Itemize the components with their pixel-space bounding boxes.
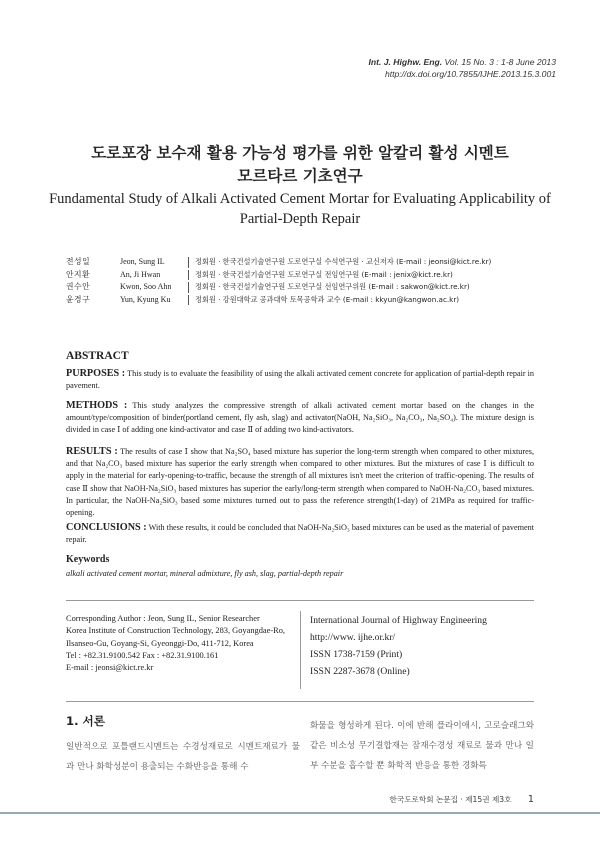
- divider: [300, 611, 301, 689]
- conclusions-label: CONCLUSIONS :: [66, 522, 147, 533]
- journal-url[interactable]: http://www. ijhe.or.kr/: [310, 632, 396, 643]
- english-title-line2: Partial-Depth Repair: [239, 211, 361, 227]
- abstract-heading: ABSTRACT: [66, 350, 129, 362]
- issn-print: ISSN 1738-7159 (Print): [310, 649, 403, 660]
- journal-abbr: Int. J. Highw. Eng.: [368, 57, 443, 67]
- divider: [66, 701, 534, 702]
- abstract-conclusions: [66, 522, 534, 546]
- results-text: The results of case Ⅰ show that Na₂SO₄ based mixture has superior the long-term strength when compared to other mixtures, and that Na₂CO₃ based mixture has superior the early strength when compared to other mixtures. But the mixtures of case Ⅰ is difficult to apply in the material for early-opening-to-traffic, because the strength of all mixtures isn't meet the criterion of traffic-opening. The results of case Ⅱ show that NaOH-Na₂SiO₃ based mixtures has superior the early/long-term strength when compared to NaOH-Na₂CO₃ based mixtures. In particular, the NaOH-Na₂SiO₃ based some mixtures turned out to pass the reference strength(1-day) of 21MPa as required for traffic-opening.: [66, 447, 534, 518]
- author-row: [66, 281, 491, 294]
- abstract-methods: [66, 400, 534, 437]
- author-korean-name: 권수안: [66, 282, 91, 292]
- section-number: 1.: [66, 714, 79, 728]
- keywords-heading: Keywords: [66, 554, 110, 565]
- purposes-label: PURPOSES :: [66, 368, 126, 379]
- divider: [188, 295, 189, 306]
- doi-link[interactable]: http://dx.doi.org/10.7855/IJHE.2013.15.3.001: [384, 69, 556, 79]
- author-english-name: An, Ji Hwan: [120, 269, 161, 279]
- corr-line: Tel : +82.31.9100.542 Fax : +82.31.9100.161: [66, 650, 219, 660]
- page-number: 1: [527, 794, 534, 805]
- author-row: [66, 294, 491, 307]
- footer-journal: 한국도로학회 논문집 · 제15권 제3호: [389, 795, 512, 804]
- divider: [188, 257, 189, 268]
- volume-info: Vol. 15 No. 3 : 1-8 June 2013: [444, 57, 556, 67]
- corr-line: Ilsanseo-Gu, Goyang-Si, Gyeonggi-Do, 411-712, Korea: [66, 638, 254, 648]
- author-korean-name: 안지환: [66, 269, 91, 279]
- author-english-name: Yun, Kyung Ku: [120, 294, 171, 304]
- page-footer: [390, 794, 534, 805]
- corresponding-author: [66, 613, 296, 674]
- section-heading: [66, 713, 105, 729]
- purposes-text: This study is to evaluate the feasibility of using the alkali activated cement concrete for application of partial-depth repair in pavement.: [66, 369, 535, 391]
- keywords-text: alkali activated cement mortar, mineral admixture, fly ash, slag, partial-depth repair: [66, 569, 344, 578]
- author-korean-name: 윤경구: [66, 294, 91, 304]
- corr-line: Corresponding Author : Jeon, Sung IL, Senior Researcher: [66, 614, 260, 623]
- methods-text: This study analyzes the compressive strength of alkali activated cement mortar based on the changes in the amount/type/composition of binder(portland cement, fly ash, slag) and activator(NaOH, Na₂SiO₃, Na₂CO₃, Na₂SO₄). The mixture design is divided in case Ⅰ of adding one kind-activator and case Ⅱ of adding two kind-activators.: [66, 401, 534, 435]
- issn-online: ISSN 2287-3678 (Online): [310, 666, 410, 677]
- corr-email[interactable]: E-mail : jeonsi@kict.re.kr: [66, 663, 154, 673]
- journal-header: [368, 56, 556, 80]
- results-label: RESULTS :: [66, 446, 118, 457]
- author-affiliation: 정회원 · 한국건설기술연구원 도로연구실 전임연구원 (E-mail : jenix@kict.re.kr): [195, 269, 453, 279]
- corr-line: Korea Institute of Construction Technology, 283, Goyangdae-Ro,: [66, 626, 285, 636]
- author-list: [66, 256, 491, 306]
- author-english-name: Kwon, Soo Ahn: [120, 282, 172, 292]
- author-affiliation: 정회원 · 한국건설기술연구원 도로연구실 수석연구원 · 교신저자 (E-mail : jeonsi@kict.re.kr): [195, 257, 492, 266]
- author-korean-name: 전성일: [66, 257, 91, 266]
- divider: [66, 600, 534, 601]
- journal-info: [310, 612, 487, 680]
- author-row: [66, 269, 491, 282]
- abstract-results: [66, 446, 534, 519]
- author-affiliation: 정회원 · 강원대학교 공과대학 토목공학과 교수 (E-mail : kkyun@kangwon.ac.kr): [195, 294, 460, 304]
- divider: [188, 270, 189, 281]
- conclusions-text: With these results, it could be concluded that NaOH-Na₂SiO₃ based mixtures can be used as the material of pavement repair.: [66, 523, 534, 545]
- author-english-name: Jeon, Sung IL: [120, 257, 165, 266]
- section-title: 서론: [82, 714, 105, 728]
- english-title-line1: Fundamental Study of Alkali Activated Cement Mortar for Evaluating Applicability of: [49, 191, 551, 207]
- abstract-purposes: [66, 368, 534, 392]
- author-affiliation: 정회원 · 한국건설기술연구원 도로연구실 선임연구위원 (E-mail : sakwon@kict.re.kr): [195, 282, 470, 292]
- methods-label: METHODS :: [66, 400, 128, 411]
- body-text-col2: 화물을 형성하게 된다. 이에 반해 플라이애시, 고로슬래그와 같은 비소성 무기결합재는 잠재수경성 재료로 물과 만나 일부 수분을 흡수할 뿐 화학적 반응을 통한 경화특: [310, 721, 534, 771]
- author-row: [66, 256, 491, 269]
- divider: [188, 282, 189, 293]
- footer-line: [0, 812, 600, 814]
- korean-title-line1: 도로포장 보수재 활용 가능성 평가를 위한 알칼리 활성 시멘트: [91, 143, 509, 162]
- journal-name: International Journal of Highway Engineering: [310, 615, 487, 626]
- korean-title-line2: 모르타르 기초연구: [237, 166, 363, 185]
- body-text-col1: 일반적으로 포틀랜드시멘트는 수경성재료로 시멘트재료가 물과 만나 화학성분이 용출되는 수화반응을 통해 수: [66, 742, 300, 772]
